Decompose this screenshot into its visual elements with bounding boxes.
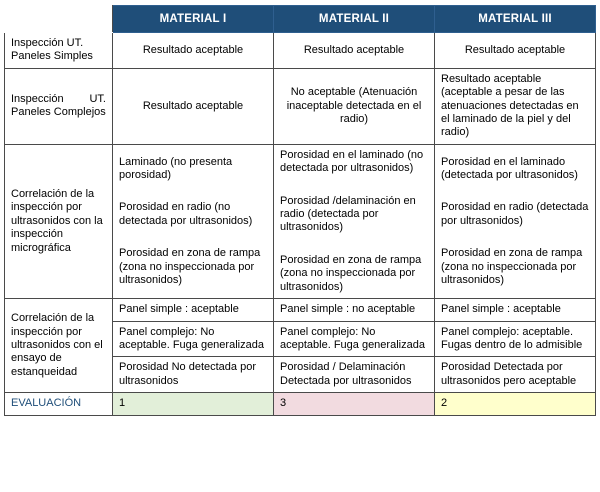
micrografica-m2-item-2: Porosidad /delaminación en radio (detectada por ultrasonidos) <box>280 194 416 234</box>
cell-estanqueidad-sub1-material-2: Panel simple : no aceptable <box>274 299 435 321</box>
row-label-paneles-complejos: Inspección UT. Paneles Complejos <box>5 68 113 144</box>
cell-estanqueidad-sub2-material-3: Panel complejo: aceptable. Fugas dentro de lo admisible <box>435 321 596 357</box>
cell-estanqueidad-sub1-material-3: Panel simple : aceptable <box>435 299 596 321</box>
row-label-paneles-simples: Inspección UT. Paneles Simples <box>5 33 113 69</box>
table-row-paneles-complejos <box>5 68 596 144</box>
table-row-correlacion-micrografica <box>5 144 596 298</box>
micrografica-m3-item-1: Porosidad en el laminado (detectada por ultrasonidos) <box>441 155 578 181</box>
micrografica-m3-item-3: Porosidad en zona de rampa (zona no inspeccionada por ultrasonidos) <box>441 247 583 286</box>
comparison-table-sheet <box>0 5 600 492</box>
cell-micrografica-material-1 <box>113 144 274 298</box>
header-material-2: MATERIAL II <box>274 6 435 33</box>
row-label-evaluacion: EVALUACIÓN <box>5 393 113 416</box>
cell-estanqueidad-sub2-material-2: Panel complejo: No aceptable. Fuga generalizada <box>274 321 435 357</box>
cell-simples-material-3: Resultado aceptable <box>435 33 596 69</box>
cell-estanqueidad-sub3-material-2: Porosidad / Delaminación Detectada por ultrasonidos <box>274 357 435 393</box>
row-label-correlacion-micrografica: Correlación de la inspección por ultrasonidos con la inspección micrográfica <box>5 144 113 298</box>
header-material-3: MATERIAL III <box>435 6 596 33</box>
table-row-estanqueidad-1 <box>5 299 596 321</box>
cell-complejos-material-1: Resultado aceptable <box>113 68 274 144</box>
evaluacion-material-1: 1 <box>113 393 274 416</box>
cell-simples-material-2: Resultado aceptable <box>274 33 435 69</box>
table-row-evaluacion <box>5 393 596 416</box>
micrografica-m2-item-1: Porosidad en el laminado (no detectada por ultrasonidos) <box>280 148 424 175</box>
cell-micrografica-material-2 <box>274 144 435 298</box>
cell-simples-material-1: Resultado aceptable <box>113 33 274 69</box>
row-label-correlacion-estanqueidad: Correlación de la inspección por ultrasonidos con el ensayo de estanqueidad <box>5 299 113 393</box>
micrografica-m1-item-3: Porosidad en zona de rampa (zona no inspeccionada por ultrasonidos) <box>119 247 261 286</box>
header-material-1: MATERIAL I <box>113 6 274 33</box>
table-row-paneles-simples <box>5 33 596 69</box>
cell-estanqueidad-sub3-material-1: Porosidad No detectada por ultrasonidos <box>113 357 274 393</box>
micrografica-m1-item-2: Porosidad en radio (no detectada por ultrasonidos) <box>119 201 253 227</box>
cell-estanqueidad-sub1-material-1: Panel simple : aceptable <box>113 299 274 321</box>
micrografica-m2-item-3: Porosidad en zona de rampa (zona no inspeccionada por ultrasonidos) <box>280 253 422 293</box>
cell-micrografica-material-3 <box>435 144 596 298</box>
evaluacion-material-3: 2 <box>435 393 596 416</box>
header-corner-empty <box>5 6 113 33</box>
cell-complejos-material-2: No aceptable (Atenuación inaceptable detectada en el radio) <box>274 68 435 144</box>
micrografica-m1-item-1: Laminado (no presenta porosidad) <box>119 155 233 181</box>
table-header-row <box>5 6 596 33</box>
cell-estanqueidad-sub2-material-1: Panel complejo: No aceptable. Fuga generalizada <box>113 321 274 357</box>
evaluacion-material-2: 3 <box>274 393 435 416</box>
cell-estanqueidad-sub3-material-3: Porosidad Detectada por ultrasonidos pero aceptable <box>435 357 596 393</box>
cell-complejos-material-3: Resultado aceptable (aceptable a pesar de las atenuaciones detectadas en el laminado de la piel y del radio) <box>435 68 596 144</box>
micrografica-m3-item-2: Porosidad en radio (detectada por ultrasonidos) <box>441 201 589 227</box>
materials-comparison-table <box>4 5 596 416</box>
